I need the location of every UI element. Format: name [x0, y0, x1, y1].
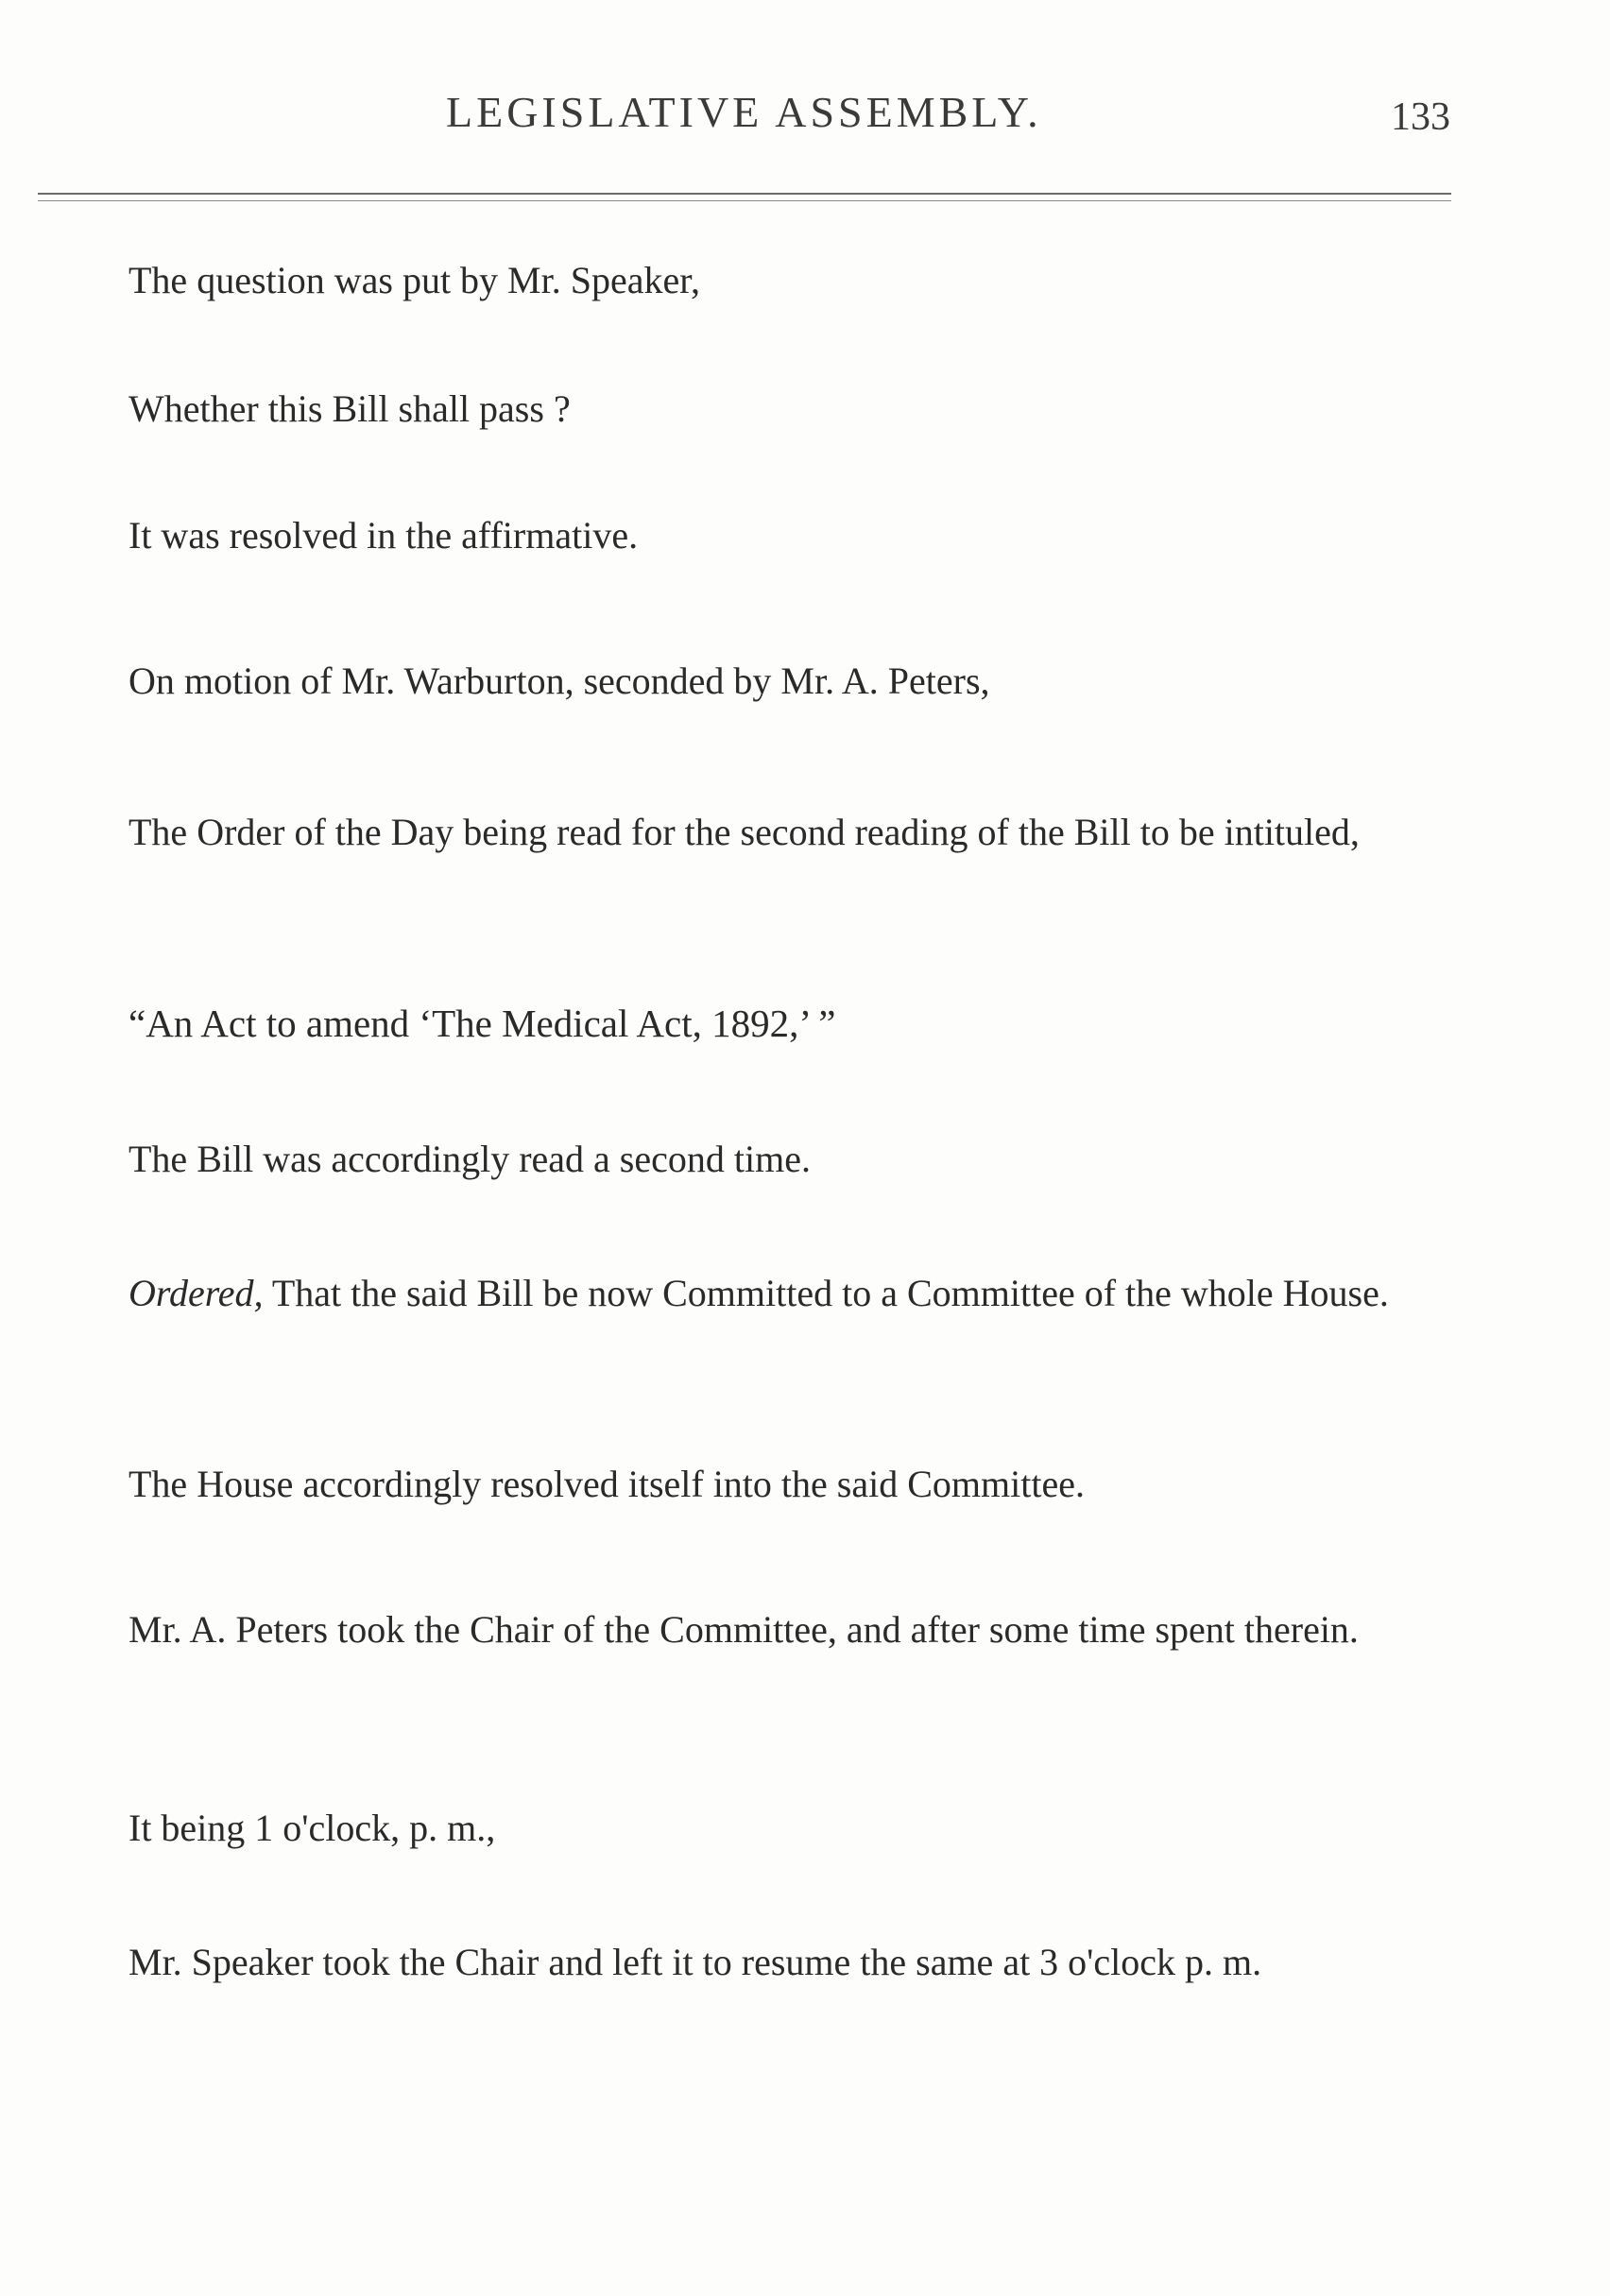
paragraph-act-title	[128, 996, 1451, 1051]
paragraph-order-of-day	[32, 805, 1461, 860]
paragraph-question-put	[128, 253, 1451, 308]
paragraph-text: “An Act to amend ‘The Medical Act, 1892,’ ”	[128, 1002, 836, 1045]
paragraph-one-oclock	[128, 1801, 1451, 1856]
paragraph-motion	[128, 654, 1451, 709]
running-head	[0, 87, 1610, 144]
paragraph-whether-pass	[128, 382, 1451, 437]
paragraph-text: That the said Bill be now Committed to a Committee of the whole House.	[263, 1272, 1389, 1314]
paragraph-text: The Order of the Day being read for the second reading of the Bill to be intituled,	[128, 811, 1360, 853]
paragraph-second-reading	[128, 1132, 1451, 1187]
header-rule-thin	[38, 200, 1451, 201]
paragraph-text: The Bill was accordingly read a second time.	[128, 1138, 811, 1180]
paragraph-text: The House accordingly resolved itself into the said Committee.	[128, 1463, 1085, 1505]
paragraph-text: Mr. A. Peters took the Chair of the Committee, and after some time spent therein.	[128, 1608, 1359, 1651]
running-head-title: LEGISLATIVE ASSEMBLY.	[446, 88, 1042, 136]
paragraph-house-resolved	[128, 1457, 1451, 1512]
paragraph-text: It being 1 o'clock, p. m.,	[128, 1807, 496, 1849]
paragraph-text: On motion of Mr. Warburton, seconded by Mr. A. Peters,	[128, 660, 990, 702]
paragraph-peters-chair	[32, 1602, 1461, 1657]
ordered-italic-lead: Ordered,	[128, 1272, 264, 1314]
paragraph-text: It was resolved in the affirmative.	[128, 514, 639, 557]
header-rule	[38, 193, 1451, 195]
paragraph-text: Whether this Bill shall pass ?	[128, 387, 571, 430]
page-number: 133	[1391, 95, 1450, 139]
paragraph-ordered	[32, 1266, 1461, 1321]
paragraph-speaker-chair	[32, 1935, 1461, 1990]
paragraph-text: Mr. Speaker took the Chair and left it to resume the same at 3 o'clock p. m.	[128, 1941, 1262, 1983]
paragraph-text: The question was put by Mr. Speaker,	[128, 259, 700, 301]
paragraph-resolved	[128, 508, 1451, 563]
